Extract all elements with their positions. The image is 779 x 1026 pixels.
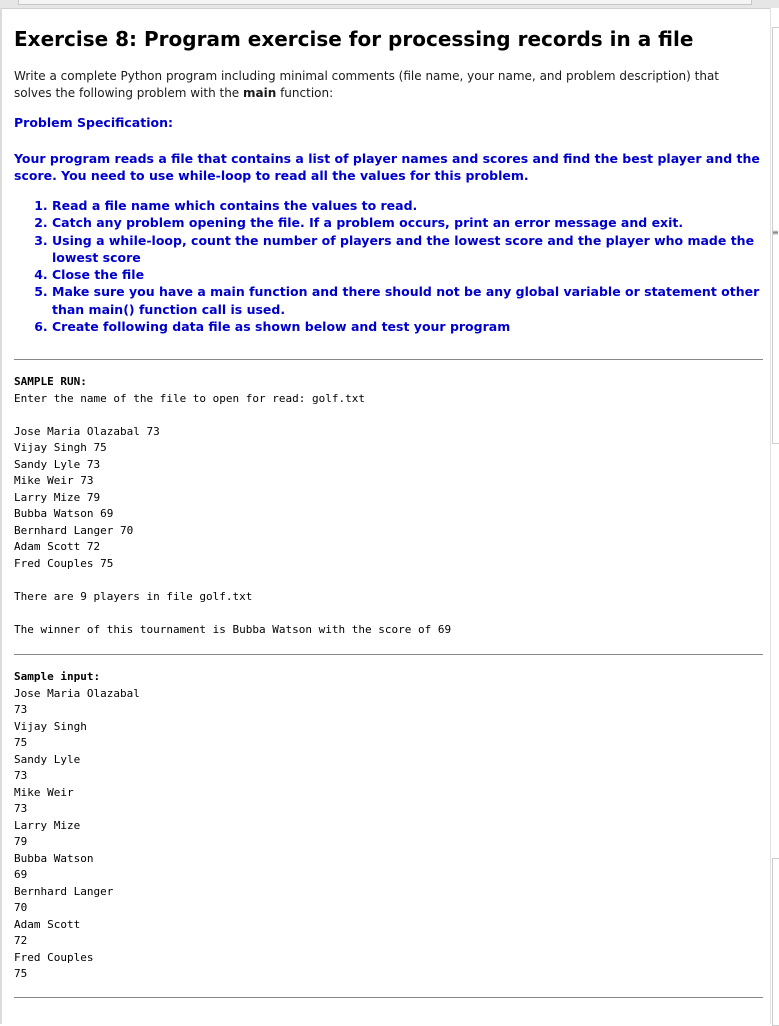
blank-line [14, 407, 451, 424]
input-line: Mike Weir [14, 785, 74, 799]
list-item: 3. Using a while-loop, count the number of players and the lowest score and the player who made the lowest score [52, 232, 764, 267]
sample-run-section [14, 374, 451, 638]
spec-heading: Problem Specification: [14, 115, 173, 130]
output-line: Larry Mize 79 [14, 490, 101, 504]
output-line: Bubba Watson 69 [14, 507, 114, 520]
output-line: Bernhard Langer 70 [14, 523, 134, 537]
blank-line [14, 605, 451, 622]
output-line: Vijay Singh 75 [14, 441, 107, 454]
sample-input-label: Sample input: [14, 670, 101, 683]
output-line: Adam Scott 72 [14, 540, 101, 553]
input-line: Bernhard Langer [14, 884, 114, 898]
input-line: 73 [14, 703, 28, 716]
top-frame [18, 0, 752, 5]
sample-input-section [14, 669, 140, 983]
input-line: 79 [14, 835, 28, 848]
top-window-bar [0, 0, 779, 9]
list-item: 2. Catch any problem opening the file. If a problem occurs, print an error message and exit. [52, 214, 764, 231]
blank-line [14, 572, 451, 589]
exercise-content [14, 22, 764, 335]
scrollbar-thumb-lower[interactable] [772, 858, 779, 1026]
intro-paragraph [14, 68, 759, 102]
input-line: 75 [14, 967, 28, 980]
winner-line: The winner of this tournament is Bubba Watson with the score of 69 [14, 622, 452, 636]
divider [14, 997, 763, 998]
output-line: Mike Weir 73 [14, 474, 94, 487]
input-line: 73 [14, 769, 28, 782]
count-line: There are 9 players in file golf.txt [14, 589, 253, 603]
input-line: Vijay Singh [14, 719, 87, 733]
list-item: 4. Close the file [52, 266, 764, 283]
list-item: 5. Make sure you have a main function and there should not be any global variable or statement other than main() function call is used. [52, 283, 764, 318]
gutter-grip-icon: ≡ [772, 228, 779, 237]
output-line: Jose Maria Olazabal 73 [14, 424, 160, 438]
prompt-line: Enter the name of the file to open for read: golf.txt [14, 391, 365, 405]
divider [14, 359, 763, 360]
input-line: 72 [14, 934, 28, 947]
spec-description: Your program reads a file that contains a list of player names and scores and find the best player and the score. You need to use while-loop to read all the values for this problem. [14, 151, 760, 183]
input-line: Larry Mize [14, 818, 81, 832]
input-line: 70 [14, 901, 28, 914]
input-line: Fred Couples [14, 950, 94, 964]
output-line: Sandy Lyle 73 [14, 457, 101, 471]
intro-text: Write a complete Python program including minimal comments (file name, your name, and problem description) that solves the following problem with the [14, 69, 720, 100]
input-line: Sandy Lyle [14, 752, 81, 766]
list-item: 6. Create following data file as shown below and test your program [52, 318, 764, 335]
input-line: 69 [14, 868, 28, 881]
left-border [0, 8, 2, 1024]
sample-run-label: SAMPLE RUN: [14, 375, 87, 388]
divider [14, 654, 763, 655]
page-title: Exercise 8: Program exercise for processing records in a file [14, 27, 694, 51]
input-line: 75 [14, 736, 28, 749]
output-line: Fred Couples 75 [14, 556, 114, 570]
intro-bold-main: main [243, 86, 277, 100]
input-line: 73 [14, 802, 28, 815]
input-line: Adam Scott [14, 917, 81, 931]
steps-list [14, 197, 764, 335]
input-line: Bubba Watson [14, 851, 94, 865]
input-line: Jose Maria Olazabal [14, 686, 140, 700]
list-item: 1. Read a file name which contains the values to read. [52, 197, 764, 214]
intro-text-end: function: [276, 86, 334, 100]
